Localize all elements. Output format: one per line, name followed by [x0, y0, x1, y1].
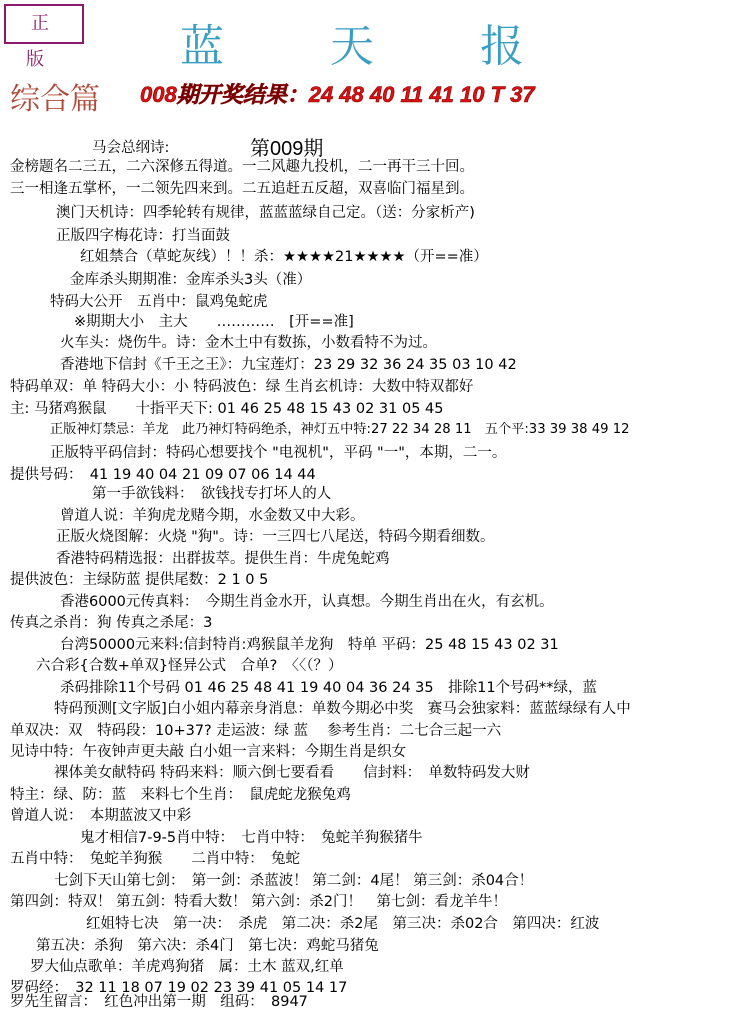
text-line: 金库杀头期期准：金库杀头3头（准） [70, 272, 312, 288]
text-line: 香港特码精选报：出群拔萃。提供生肖：牛虎兔蛇鸡 [56, 551, 390, 567]
text-line: 第四剑：特双！ 第五剑：特看大数！ 第六剑：杀2门！ 第七剑：看龙羊牛！ [10, 894, 507, 910]
text-line: 火车头：烧伤牛。诗：金木土中有数拣，小数看特不为过。 [60, 335, 437, 351]
text-line: 三一相逢五掌杯，一二领先四来到。二五追赶五反超，双喜临门福星到。 [10, 181, 474, 197]
edition-stamp: 正 版 [4, 4, 84, 44]
newspaper-title: 蓝 天 报 [180, 21, 570, 72]
text-line: 罗码经： 32 11 18 07 19 02 23 39 41 05 14 17 [10, 980, 348, 996]
text-line: 罗大仙点歌单：羊虎鸡狗猪 属：土木 蓝双,红单 [30, 959, 344, 975]
text-line: 提供号码： 41 19 40 04 21 09 07 06 14 44 [10, 467, 316, 483]
text-line: 曾道人说：羊狗虎龙赌今期，水金数又中大彩。 [60, 508, 365, 524]
text-line: 罗先生留言： 红色冲出第一期 组码： 8947 [10, 994, 308, 1010]
text-line: 第一手欲钱料： 欲钱找专打坏人的人 [92, 486, 332, 502]
text-line: 鬼才相信7-9-5肖中特： 七肖中特： 兔蛇羊狗猴猪牛 [80, 830, 423, 846]
text-line: 六合彩{合数+单双}怪异公式 合单? 〈〈（？） [36, 658, 343, 674]
text-line: 特码大公开 五肖中：鼠鸡兔蛇虎 [50, 294, 268, 310]
text-line: 澳门天机诗：四季轮转有规律，蓝蓝蓝绿自己定。（送：分家析产) [56, 205, 475, 221]
text-line: 主: 马猪鸡猴鼠 十指平天下: 01 46 25 48 15 43 02 31 05 45 [10, 401, 444, 417]
text-line: 裸体美女献特码 特码来料：顺六倒七要看看 信封料： 单数特码发大财 [54, 765, 530, 781]
text-line: 五肖中特： 兔蛇羊狗猴 二肖中特： 兔蛇 [10, 851, 300, 867]
text-line: 曾道人说： 本期蓝波又中彩 [10, 808, 192, 824]
text-line: 特主：绿、防：蓝 来料七个生肖： 鼠虎蛇龙猴兔鸡 [10, 787, 351, 803]
text-line: 正版神灯禁忌：羊龙 此乃神灯特码绝杀，神灯五中特:27 22 34 28 11 五个平:33 39 38 49 12 [50, 422, 630, 437]
text-line: 香港6000元传真料： 今期生肖金水开，认真想。今期生肖出在火，有玄机。 [60, 594, 554, 610]
text-line: 金榜题名二三五，二六深修五得道。一二风趣九投机，二一再干三十回。 [10, 159, 474, 175]
text-line: 正版特平码信封：特码心想要找个 "电视机"，平码 "一"，本期，二一。 [50, 445, 507, 461]
text-line: 传真之杀肖：狗 传真之杀尾：3 [10, 615, 213, 631]
text-line: 见诗中特：午夜钟声更夫敲 白小姐一言来料：今期生肖是织女 [10, 744, 407, 760]
text-line: 杀码排除11个号码 01 46 25 48 41 19 40 04 36 24 35 排除11个号码**绿，蓝 [60, 680, 598, 696]
text-line: 单双决：双 特码段：10+37? 走运波：绿 蓝 参考生肖：二七合三起一六 [10, 723, 502, 739]
text-line: 提供波色：主绿防蓝 提供尾数：2 1 0 5 [10, 572, 269, 588]
text-line: 台湾50000元来料:信封特肖:鸡猴鼠羊龙狗 特单 平码：25 48 15 43 02 31 [60, 637, 559, 653]
text-line: 特码单双：单 特码大小：小 特码波色：绿 生肖玄机诗：大数中特双都好 [10, 379, 474, 395]
section-heading: 综合篇 [10, 82, 100, 117]
issue-number: 第009期 [250, 138, 324, 160]
text-line: 香港地下信封《千王之王》：九宝莲灯：23 29 32 36 24 35 03 10 42 [60, 357, 517, 373]
text-line: 第五决：杀狗 第六决：杀4门 第七决：鸡蛇马猪兔 [36, 938, 379, 954]
text-line: 正版四字梅花诗：打当面鼓 [56, 228, 230, 244]
text-line: 正版火烧图解：火烧 "狗"。诗：一三四七八尾送，特码今期看细数。 [56, 529, 495, 545]
text-line: 马会总纲诗: [92, 140, 170, 156]
text-line: 红姐特七决 第一决： 杀虎 第二决：杀2尾 第三决：杀02合 第四决：红波 [86, 916, 600, 932]
text-line: 特码预测[文字版]白小姐内幕亲身消息：单数今期必中奖 赛马会独家料：蓝蓝绿绿有人中 [54, 701, 631, 717]
text-line: 七剑下天山第七剑： 第一剑：杀蓝波！ 第二剑：4尾！ 第三剑：杀04合！ [54, 873, 534, 889]
draw-result: 008期开奖结果：24 48 40 11 41 10 T 37 [140, 82, 535, 107]
text-line: 红姐禁合（草蛇灰线）！！杀：★★★★21★★★★（开==准） [80, 249, 488, 265]
text-line: ※期期大小 主大 ………… [开==准] [74, 314, 354, 330]
